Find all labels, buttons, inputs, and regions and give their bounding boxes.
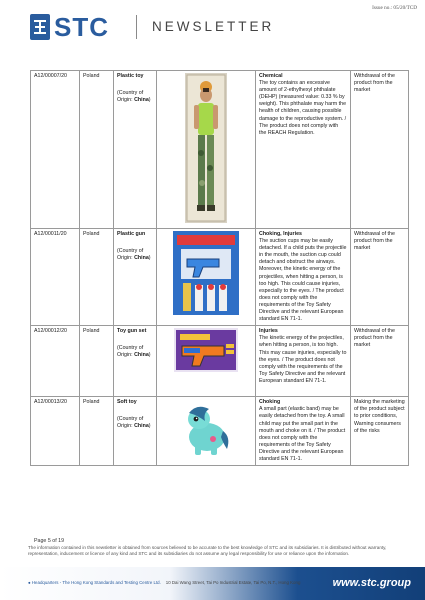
- table-row: [31, 397, 409, 466]
- risk-description: The kinetic energy of the projectiles, when hitting a person, is too high. This may cause injuries, especially to the eyes. / The product does not comply with the requirements of the Toy Safety Directive and the relevant European standard EN 71-1.: [259, 335, 347, 384]
- website-link[interactable]: www.stc.group: [332, 577, 411, 589]
- product-cell: [114, 326, 157, 397]
- ref-cell: A12/00013/20: [31, 397, 80, 466]
- product-alert-table: [30, 70, 409, 466]
- measures-cell: Making the marketing of the product subject to prior conditions, Warning consumers of the risks: [351, 397, 409, 466]
- toy-gun-set-image: [173, 231, 239, 315]
- location-pin-icon: ●: [28, 580, 31, 585]
- page-header: [0, 0, 425, 62]
- country-cell: Poland: [80, 229, 114, 326]
- risk-cell: [256, 229, 351, 326]
- ref-cell: A12/00007/20: [31, 71, 80, 229]
- table-row: [31, 71, 409, 229]
- measures-cell: Withdrawal of the product from the market: [351, 229, 409, 326]
- product-cell: [114, 71, 157, 229]
- image-cell: [157, 229, 256, 326]
- image-cell: [157, 326, 256, 397]
- country-cell: Poland: [80, 71, 114, 229]
- product-name: Toy gun set: [117, 328, 147, 335]
- risk-cell: [256, 326, 351, 397]
- measures-cell: Withdrawal of the product from the market: [351, 326, 409, 397]
- risk-description: A small part (elastic band) may be easily detached from the toy. A small child may put the small part in the mouth and choke on it. / The product does not comply with the requirements of the Toy Safety Directive and the relevant European standard EN 71-1.: [259, 406, 346, 462]
- risk-description: The toy contains an excessive amount of 2-ethylhexyl phthalate (DEHP) (measured value: 0.33 % by weight). This phthalate may harm the health of children, causing possible damage to the reproductive system. / The product does not comply with the REACH Regulation.: [259, 80, 347, 136]
- product-name: Plastic toy: [117, 73, 144, 79]
- risk-title: Chemical: [259, 73, 283, 79]
- blaster-image: [174, 328, 238, 372]
- logo-text: STC: [54, 12, 109, 42]
- origin-text: (Country of Origin: China): [117, 416, 151, 430]
- plush-pony-image: [179, 399, 233, 459]
- hq-address: 10 Dai Wang Street, Tai Po Industrial Estate, Tai Po, N.T., Hong Kong: [165, 580, 301, 585]
- disclaimer-text: The information contained in this newsletter is obtained from sources believed to be accurate to the best knowledge of STC and its subsidiaries. It is distributed without warranty, representation, inducement or licence of any kind and STC and its subsidiaries do not assume any legal responsibility for use or reliance upon the information.: [28, 545, 387, 556]
- hq-label: Headquarters - The Hong Kong Standards and Testing Centre Ltd.: [31, 580, 161, 585]
- origin-text: (Country of Origin: China): [117, 345, 151, 359]
- table-row: [31, 326, 409, 397]
- page-number: Page 5 of 19: [34, 538, 65, 544]
- ref-cell: A12/00012/20: [31, 326, 80, 397]
- product-cell: [114, 397, 157, 466]
- logo-divider: [136, 15, 137, 39]
- doll-figure-image: [185, 73, 227, 223]
- risk-cell: [256, 71, 351, 229]
- image-cell: [157, 397, 256, 466]
- country-cell: Poland: [80, 326, 114, 397]
- issue-number: Issue no.: 05/20/TCD: [372, 5, 417, 11]
- country-cell: Poland: [80, 397, 114, 466]
- ref-cell: A12/00011/20: [31, 229, 80, 326]
- risk-title: Choking, Injuries: [259, 231, 302, 237]
- measures-cell: Withdrawal of the product from the market: [351, 71, 409, 229]
- product-cell: [114, 229, 157, 326]
- risk-description: The suction cups may be easily detached. If a child puts the projectile in the mouth, the suction cup could detach and obstruct the airways. Moreover, the kinetic energy of the projectiles, when hitting a person, is too high. This could cause injuries, especially to the eyes. / The product does not comply with the requirements of the Toy Safety Directive and the relevant European standard EN 71-1.: [259, 238, 347, 323]
- stc-logo-icon: [30, 14, 50, 40]
- headquarters-line: [28, 580, 300, 585]
- origin-text: (Country of Origin: China): [117, 90, 151, 104]
- risk-cell: [256, 397, 351, 466]
- product-name: Soft toy: [117, 399, 137, 406]
- newsletter-title: NEWSLETTER: [152, 19, 275, 34]
- image-cell: [157, 71, 256, 229]
- product-name: Plastic gun: [117, 231, 146, 237]
- table-row: [31, 229, 409, 326]
- risk-title: Choking: [259, 399, 281, 406]
- risk-title: Injuries: [259, 328, 278, 335]
- origin-text: (Country of Origin: China): [117, 248, 151, 262]
